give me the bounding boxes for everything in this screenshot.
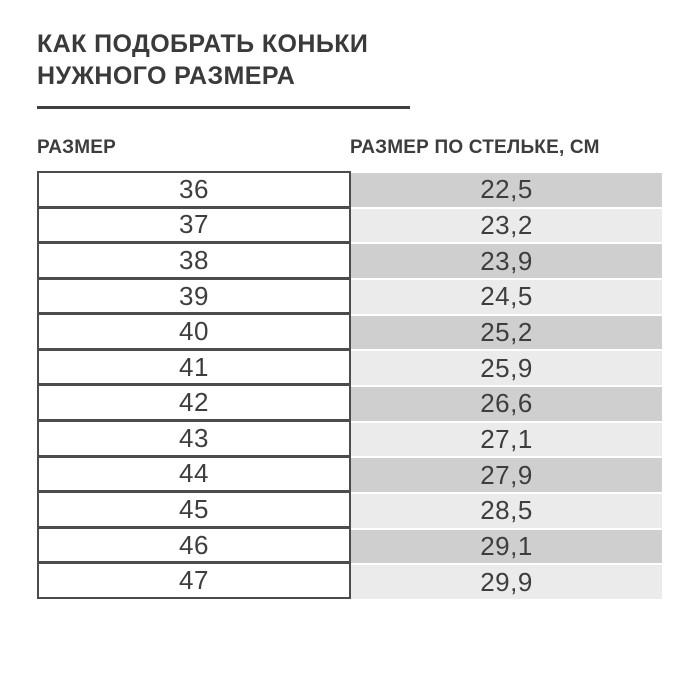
size-table xyxy=(37,171,662,599)
column-header-insole: РАЗМЕР ПО СТЕЛЬКЕ, СМ xyxy=(350,137,600,158)
size-cell: 39 xyxy=(37,278,351,315)
size-cell: 41 xyxy=(37,349,351,386)
insole-cell: 24,5 xyxy=(351,280,662,314)
size-cell: 38 xyxy=(37,242,351,279)
title-underline xyxy=(37,106,410,109)
size-cell: 45 xyxy=(37,491,351,528)
size-cell: 40 xyxy=(37,313,351,350)
insole-cell: 29,9 xyxy=(351,565,662,599)
insole-cell: 22,5 xyxy=(351,173,662,207)
page-title-line2: НУЖНОГО РАЗМЕРА xyxy=(37,62,296,90)
size-cell: 43 xyxy=(37,420,351,457)
size-cell: 42 xyxy=(37,384,351,421)
page-title xyxy=(37,28,368,92)
insole-cell: 27,9 xyxy=(351,458,662,492)
size-cell: 37 xyxy=(37,207,351,244)
insole-cell: 26,6 xyxy=(351,387,662,421)
insole-cell: 25,9 xyxy=(351,351,662,385)
insole-cell: 23,9 xyxy=(351,244,662,278)
insole-cell: 29,1 xyxy=(351,530,662,564)
insole-column xyxy=(351,171,662,599)
insole-cell: 28,5 xyxy=(351,494,662,528)
size-cell: 47 xyxy=(37,562,351,599)
size-cell: 44 xyxy=(37,456,351,493)
insole-cell: 23,2 xyxy=(351,209,662,243)
size-column xyxy=(37,171,351,599)
page-title-line1: КАК ПОДОБРАТЬ КОНЬКИ xyxy=(37,30,369,58)
column-header-size: РАЗМЕР xyxy=(37,137,116,158)
size-cell: 46 xyxy=(37,527,351,564)
size-cell: 36 xyxy=(37,171,351,208)
insole-cell: 27,1 xyxy=(351,423,662,457)
insole-cell: 25,2 xyxy=(351,316,662,350)
